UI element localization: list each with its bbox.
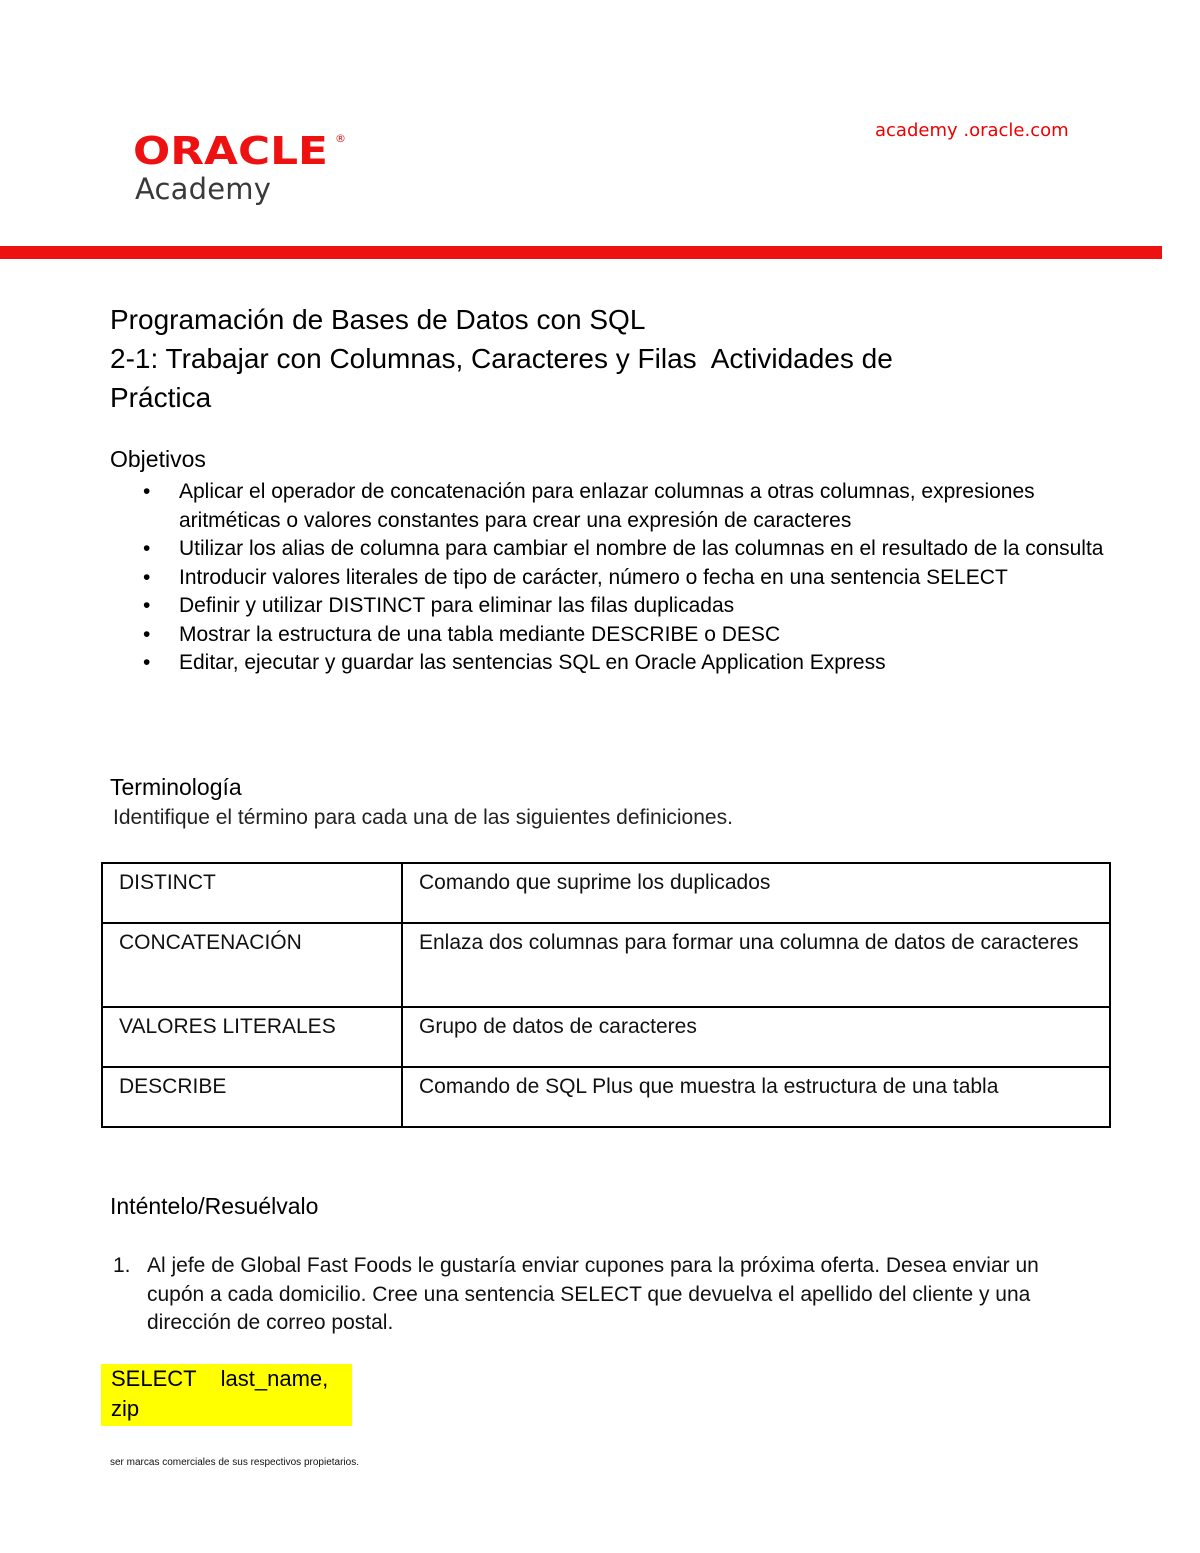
definition-cell: Comando de SQL Plus que muestra la estructura de una tabla	[402, 1067, 1110, 1127]
objective-text: Aplicar el operador de concatenación para enlazar columnas a otras columnas, expresiones aritméticas o valores constantes para crear una expresión de caracteres	[179, 480, 1035, 532]
term-cell: VALORES LITERALES	[102, 1007, 402, 1067]
table-row	[102, 923, 1110, 1007]
bullet-icon: •	[143, 622, 151, 646]
table-row	[102, 1067, 1110, 1127]
definition-cell: Comando que suprime los duplicados	[402, 863, 1110, 923]
site-url[interactable]: academy .oracle.com	[875, 120, 1069, 141]
objectives-heading: Objetivos	[110, 446, 206, 472]
list-item	[110, 535, 1110, 564]
question-text: Al jefe de Global Fast Foods le gustaría enviar cupones para la próxima oferta. Desea enviar un cupón a cada domicilio. Cree una sentencia SELECT que devuelva el apellido del cliente y una dirección de correo postal.	[147, 1254, 1039, 1334]
title-line-2: 2-1: Trabajar con Columnas, Caracteres y Filas Actividades de	[110, 343, 893, 374]
try-it-heading: Inténtelo/Resuélvalo	[110, 1193, 319, 1219]
answer-highlight	[101, 1364, 352, 1426]
objectives-list	[110, 478, 1110, 678]
question-number: 1.	[113, 1254, 131, 1277]
header-divider	[0, 246, 1162, 259]
list-item	[110, 621, 1110, 650]
term-cell: DISTINCT	[102, 863, 402, 923]
terminology-heading: Terminología	[110, 774, 242, 800]
oracle-logo-text: ORACLE	[133, 129, 328, 173]
definition-cell: Grupo de datos de caracteres	[402, 1007, 1110, 1067]
answer-line-2: zip	[111, 1396, 140, 1421]
bullet-icon: •	[143, 537, 151, 560]
objective-text: Editar, ejecutar y guardar las sentencias SQL en Oracle Application Express	[179, 651, 886, 674]
logo-subtitle: Academy	[135, 172, 272, 206]
table-row	[102, 1007, 1110, 1067]
oracle-logo-wordmark	[133, 128, 348, 174]
title-line-3: Práctica	[110, 382, 212, 413]
objective-text: Definir y utilizar DISTINCT para eliminar las filas duplicadas	[179, 594, 735, 617]
term-cell: DESCRIBE	[102, 1067, 402, 1127]
bullet-icon: •	[143, 651, 151, 674]
terminology-intro: Identifique el término para cada una de las siguientes definiciones.	[113, 806, 733, 829]
registered-mark: ®	[335, 132, 346, 145]
title-line-1: Programación de Bases de Datos con SQL	[110, 304, 646, 335]
bullet-icon: •	[143, 594, 151, 617]
list-item	[110, 649, 1110, 678]
page-title	[110, 300, 1070, 417]
table-row	[102, 863, 1110, 923]
list-item	[110, 592, 1110, 621]
objective-text: Introducir valores literales de tipo de carácter, número o fecha en una sentencia SELECT	[179, 565, 1008, 589]
terminology-table	[101, 862, 1111, 1128]
list-item	[110, 478, 1110, 535]
objective-text: Utilizar los alias de columna para cambiar el nombre de las columnas en el resultado de la consulta	[179, 537, 1104, 560]
objective-text: Mostrar la estructura de una tabla mediante DESCRIBE o DESC	[179, 622, 781, 646]
list-item	[110, 564, 1110, 593]
oracle-logo	[133, 128, 348, 174]
definition-cell: Enlaza dos columnas para formar una columna de datos de caracteres	[402, 923, 1110, 1007]
bullet-icon: •	[143, 480, 151, 503]
answer-line-1: SELECT last_name,	[111, 1366, 329, 1391]
question-1	[113, 1252, 1073, 1338]
bullet-icon: •	[143, 565, 151, 589]
footer-note: ser marcas comerciales de sus respectivos propietarios.	[110, 1457, 359, 1468]
term-cell: CONCATENACIÓN	[102, 923, 402, 1007]
